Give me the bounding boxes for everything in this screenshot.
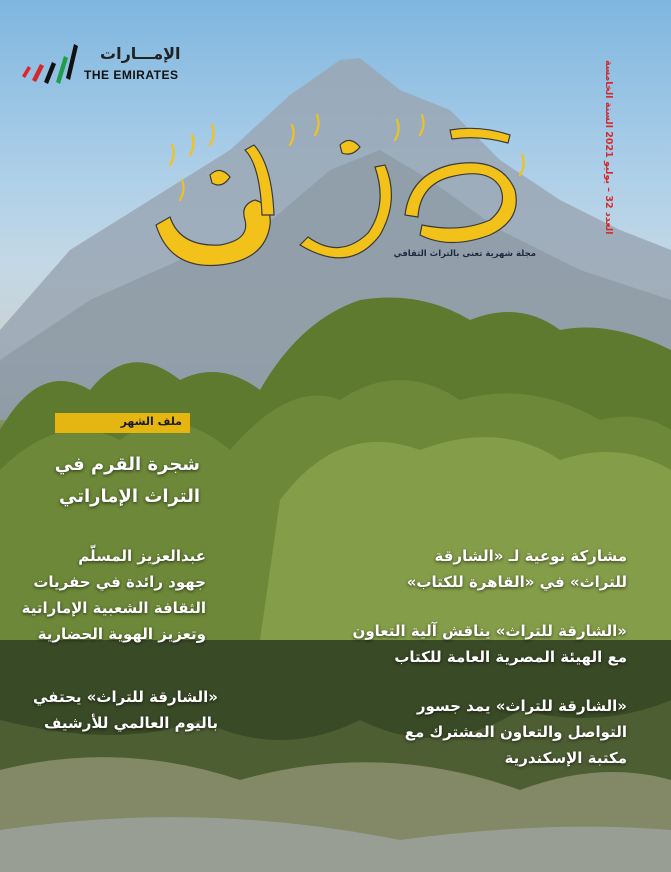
right-article-2-line1: «الشارقة للتراث» يناقش آلية التعاون [352,622,627,640]
issue-line: العدد 32 – يوليو 2021 السنة الخامسة [603,60,614,235]
right-article-3[interactable] [327,693,627,771]
left-article-2-line2: باليوم العالمي للأرشيف [44,714,218,732]
feature-headline-line1: شجرة القرم في [54,454,200,475]
right-article-1[interactable] [337,543,627,595]
left-article-1-line3: الثقافة الشعبية الإماراتية [21,599,206,617]
magazine-tagline: مجلة شهرية تعنى بالتراث الثقافي [393,249,536,259]
left-article-1-line1: عبدالعزيز المسلّم [78,547,206,565]
brand-english: THE EMIRATES [84,68,179,82]
feature-headline[interactable] [0,449,200,513]
left-article-2[interactable] [0,684,218,736]
left-article-1-line4: وتعزيز الهوية الحضارية [37,625,206,643]
left-article-2-line1: «الشارقة للتراث» يحتفي [32,688,218,706]
right-article-3-line1: «الشارقة للتراث» يمد جسور [416,697,627,715]
feature-ribbon-label: ملف الشهر [120,415,182,428]
issue-info [598,60,622,235]
feature-headline-line2: التراث الإماراتي [59,486,200,507]
emirates-logo [20,30,190,90]
brand-arabic: الإمـــارات [100,44,181,63]
right-article-1-line1: مشاركة نوعية لـ «الشارقة [434,547,627,565]
right-article-3-line2: التواصل والتعاون المشترك مع [404,723,627,741]
left-article-1-line2: جهود رائدة في حفريات [33,573,206,591]
right-article-2-line2: مع الهيئة المصرية العامة للكتاب [394,648,627,666]
right-article-3-line3: مكتبة الإسكندرية [504,749,627,767]
emirates-bars-icon [20,36,80,86]
right-article-1-line2: للتراث» في «القاهرة للكتاب» [406,573,627,591]
left-article-1[interactable] [0,543,206,647]
right-article-2[interactable] [327,618,627,670]
feature-ribbon [55,413,190,433]
